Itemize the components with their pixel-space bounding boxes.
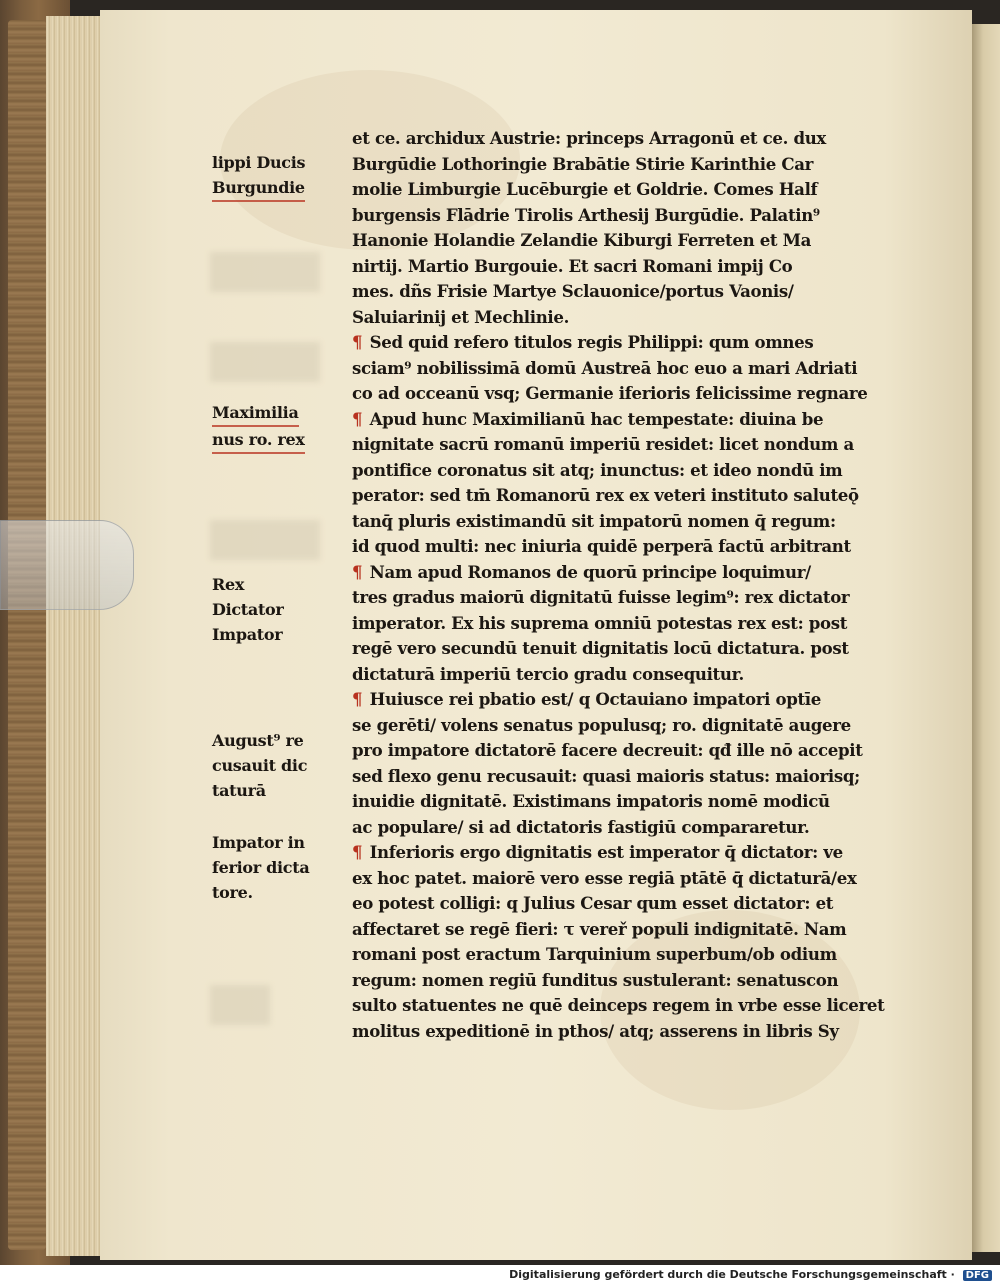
text-line: regum: nomen regiū funditus sustulerant: senatuscon — [352, 969, 839, 990]
digitization-footer — [0, 1265, 1000, 1287]
text-line: id quod multi: nec iniuria quidē perperā factū arbitrant — [352, 536, 851, 556]
margin-note-imperator: Impator in ferior dicta tore. — [212, 833, 310, 902]
text-line: eo potest colligi: q Julius Cesar qum esset dictator: et — [352, 893, 834, 913]
text-line: Hanonie Holandie Zelandie Kiburgi Ferreten et Ma — [352, 230, 812, 250]
text-line: tanq̄ pluris existimandū sit impatorū nomen q̄ regum: — [352, 510, 836, 531]
text-line: perator: sed tm̄ Romanorū rex ex veteri instituto saluteǭ — [352, 485, 859, 505]
text-line: affectaret se regē fieri: τ vereř populi indignitatē. Nam — [352, 918, 847, 939]
margin-note-rex-dictator: Rex Dictator Impator — [212, 575, 284, 644]
footer-credit-text: Digitalisierung gefördert durch die Deutsche Forschungsgemeinschaft · — [509, 1268, 955, 1281]
text-line: burgensis Flādrie Tirolis Arthesij Burgūdie. Palatin⁹ — [352, 204, 820, 225]
text-line: ex hoc patet. maiorē vero esse regiā ptātē q̄ dictaturā/ex — [352, 867, 857, 888]
text-line: molie Limburgie Lucēburgie et Goldrie. Comes Half — [352, 179, 818, 199]
text-line: nirtij. Martio Burgouie. Et sacri Romani impij Co — [352, 255, 793, 276]
text-line: se gerēti/ volens senatus populusq; ro. dignitatē augere — [352, 714, 851, 735]
text-line: sed flexo genu recusauit: quasi maioris status: maiorisq; — [352, 765, 860, 786]
text-line: regē vero secundū tenuit dignitatis locū dictatura. post — [352, 638, 849, 658]
text-line: inuidie dignitatē. Existimans impatoris nomē modicū — [352, 791, 830, 811]
text-line: pro impatore dictatorē facere decreuit: qđ ille nō accepit — [352, 740, 863, 760]
text-line: ¶ Nam apud Romanos de quorū principe loquimur/ — [352, 561, 811, 582]
text-line: Saluiarinij et Mechlinie. — [352, 306, 570, 327]
plastic-page-holder — [0, 520, 134, 610]
pilcrow-icon: ¶ — [352, 561, 363, 582]
margin-note-burgundie: lippi Ducis Burgundie — [212, 150, 340, 202]
page-stack-edge — [46, 16, 106, 1256]
text-line: et ce. archidux Austrie: princeps Arragonū et ce. dux — [352, 128, 826, 148]
pilcrow-icon: ¶ — [352, 408, 363, 429]
text-line: sulto statuentes ne quē deinceps regem in vrbe esse liceret — [352, 995, 885, 1015]
text-line: molitus expeditionē in pthos/ atq; asserens in libris Sy — [352, 1020, 839, 1041]
show-through-text — [210, 342, 320, 382]
show-through-text — [210, 520, 320, 560]
margin-note-maximilianus: Maximilia nus ro. rex — [212, 400, 340, 454]
text-line: mes. dñs Frisie Martye Sclauonice/portus Vaonis/ — [352, 281, 794, 301]
pilcrow-icon: ¶ — [352, 689, 363, 709]
text-line: ¶ Inferioris ergo dignitatis est imperator q̄ dictator: ve — [352, 842, 843, 862]
leather-binding — [8, 20, 46, 1250]
footer-credit — [509, 1268, 992, 1281]
text-line: co ad occeanū vsq; Germanie iferioris felicissime regnare — [352, 383, 868, 403]
text-line: Burgūdie Lothoringie Brabātie Stirie Karinthie Car — [352, 153, 813, 174]
text-line: sciam⁹ nobilissimā domū Austreā hoc euo a mari Adriati — [352, 357, 858, 378]
show-through-text — [210, 252, 320, 292]
margin-note-augustus: August⁹ re cusauit dic taturā — [212, 731, 308, 800]
main-text-block — [352, 126, 897, 1044]
pilcrow-icon: ¶ — [352, 332, 363, 352]
text-line: tres gradus maiorū dignitatū fuisse legim⁹: rex dictator — [352, 587, 850, 607]
text-line: ¶ Huiusce rei pbatio est/ q Octauiano impatori optīe — [352, 689, 821, 709]
text-line: romani post eractum Tarquinium superbum/ob odium — [352, 944, 837, 964]
text-line: ¶ Sed quid refero titulos regis Philippi: qum omnes — [352, 332, 814, 352]
facing-page-edge — [972, 24, 1000, 1252]
text-line: ¶ Apud hunc Maximilianū hac tempestate: diuina be — [352, 408, 824, 429]
text-line: ac populare/ si ad dictatoris fastigiū compararetur. — [352, 816, 810, 837]
text-line: imperator. Ex his suprema omniū potestas rex est: post — [352, 612, 848, 633]
dfg-logo-icon: DFG — [963, 1270, 992, 1281]
show-through-text — [210, 985, 270, 1025]
text-line: dictaturā imperiū tercio gradu consequitur. — [352, 663, 744, 684]
text-line: pontifice coronatus sit atq; inunctus: et ideo nondū im — [352, 459, 843, 480]
pilcrow-icon: ¶ — [352, 842, 363, 862]
text-line: nignitate sacrū romanū imperiū residet: licet nondum a — [352, 434, 854, 454]
